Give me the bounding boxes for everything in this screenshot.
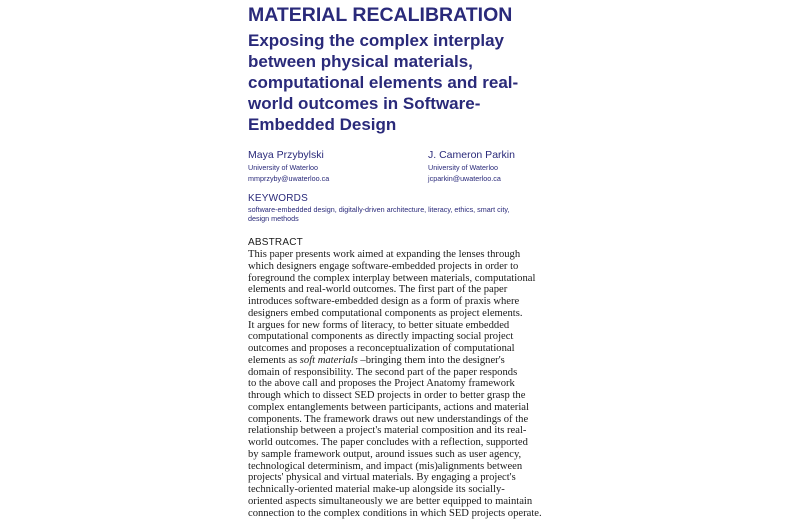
- abstract-line: computational components as directly impacting social project: [248, 331, 514, 343]
- abstract-line: by sample framework output, around issues such as user agency,: [248, 448, 522, 460]
- abstract-line: components. The framework draws out new understandings of the: [248, 413, 529, 425]
- author-2: [428, 148, 515, 184]
- abstract-line: This paper presents work aimed at expanding the lenses through: [248, 249, 521, 260]
- abstract-line: connection to the complex conditions in which SED projects operate.: [248, 507, 542, 519]
- abstract-line: foreground the complex interplay between materials, computational: [248, 272, 536, 284]
- author-affiliation: University of Waterloo: [248, 163, 319, 172]
- abstract-text: –bringing them into the designer's: [357, 354, 505, 366]
- author-email: jcparkin@uwaterloo.ca: [428, 174, 501, 183]
- keywords-heading: KEYWORDS: [248, 193, 308, 204]
- author-name: Maya Przybylski: [248, 149, 324, 161]
- abstract-line: outcomes and proposes a reconceptualization of computational: [248, 343, 515, 354]
- abstract-line: technological determinism, and impact (mis)alignments between: [248, 460, 523, 472]
- abstract-line-soft-materials: [248, 355, 548, 367]
- author-1: [248, 148, 329, 184]
- abstract-heading: ABSTRACT: [248, 237, 303, 248]
- abstract-body: [248, 249, 548, 519]
- keywords-line: software-embedded design, digitally-driven architecture, literacy, ethics, smart city,: [248, 205, 510, 214]
- soft-materials-emphasis: soft materials: [299, 354, 358, 366]
- abstract-line: to the above call and proposes the Project Anatomy framework: [248, 378, 515, 390]
- abstract-line: through which to dissect SED projects in order to better grasp the: [248, 390, 526, 401]
- author-affiliation: University of Waterloo: [428, 163, 499, 172]
- paper-subtitle: Exposing the complex interplay between physical materials, computational elements and real-world outcomes in Software-Embedded Design: [248, 31, 519, 134]
- author-email: mmprzyby@uwaterloo.ca: [248, 174, 330, 183]
- abstract-line: relationship between a project's material composition and its real-: [248, 425, 527, 437]
- abstract-line: designers embed computational components as project elements.: [248, 307, 523, 319]
- abstract-line: It argues for new forms of literacy, to better situate embedded: [248, 319, 510, 331]
- abstract-line: introduces software-embedded design as a form of praxis where: [248, 296, 520, 307]
- abstract-line: world outcomes. The paper concludes with a reflection, supported: [248, 437, 528, 448]
- abstract-line: oriented aspects simultaneously we are better equipped to maintain: [248, 495, 533, 507]
- abstract-text: elements as: [248, 354, 300, 366]
- paper-title: MATERIAL RECALIBRATION: [248, 4, 513, 26]
- abstract-line: elements and real-world outcomes. The first part of the paper: [248, 284, 508, 296]
- author-name: J. Cameron Parkin: [428, 149, 515, 161]
- abstract-line: complex entanglements between participants, actions and material: [248, 401, 529, 413]
- abstract-line: projects' physical and virtual materials. By engaging a project's: [248, 472, 516, 484]
- abstract-line: technically-oriented material make-up alongside its socially-: [248, 484, 505, 495]
- keywords-section: [248, 193, 548, 223]
- abstract-line: domain of responsibility. The second part of the paper responds: [248, 366, 518, 378]
- keywords-line: design methods: [248, 214, 299, 223]
- abstract-line: which designers engage software-embedded projects in order to: [248, 260, 519, 272]
